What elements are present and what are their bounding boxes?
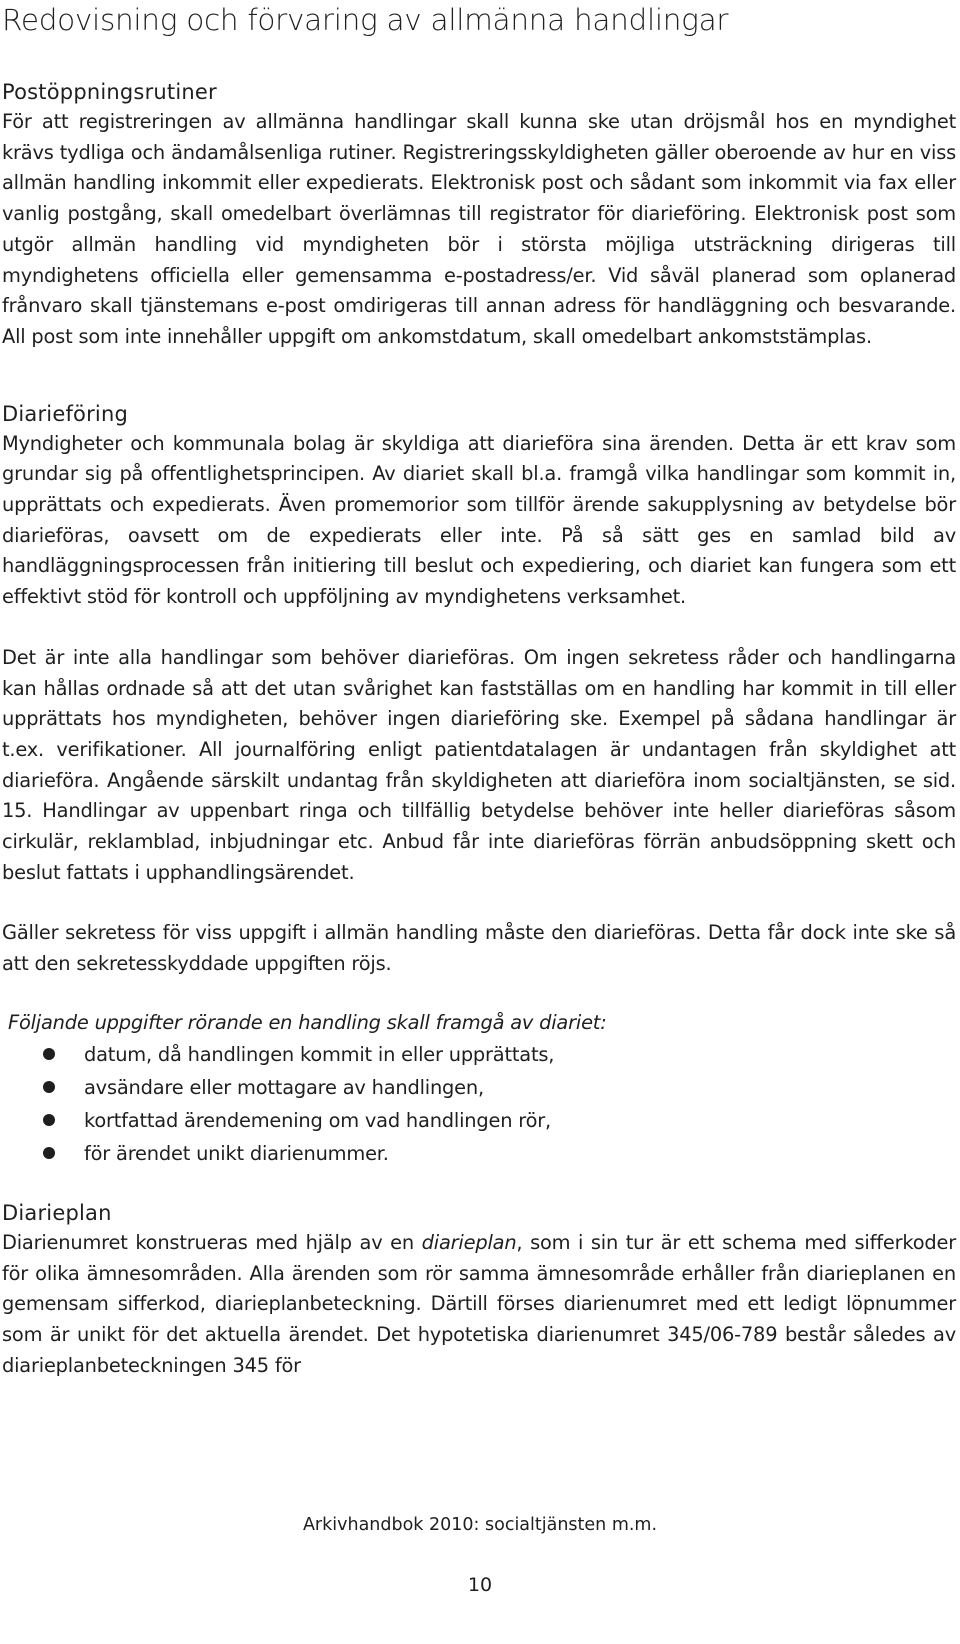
bullet-icon xyxy=(43,1081,55,1093)
section-heading-diarieplan: Diarieplan xyxy=(2,1200,112,1225)
paragraph-postoppningsrutiner: För att registreringen av allmänna handlingar skall kunna ske utan dröjsmål hos en myndighet krävs tydliga och ändamålsenliga rutiner. Registreringsskyldigheten gäller oberoende av hur en viss allmän handling inkommit eller expedierats. Elektronisk post och sådant som inkommit via fax eller vanlig postgång, skall omedelbart överlämnas till registrator för diarieföring. Elektronisk post som utgör allmän handling vid myndigheten bör i största möjliga utsträckning dirigeras till myndighetens officiella eller gemensamma e-postadress/er. Vid såväl planerad som oplanerad frånvaro skall tjänstemans e-post omdirigeras till annan adress för handläggning och besvarande. All post som inte innehåller uppgift om ankomstdatum, skall omedelbart ankomststämplas. xyxy=(2,110,956,348)
paragraph-diarieplan xyxy=(2,1228,956,1382)
page-footer: Arkivhandbok 2010: socialtjänsten m.m. xyxy=(302,1515,658,1535)
bullet-icon xyxy=(43,1048,55,1060)
list-item xyxy=(2,1038,956,1071)
page-number: 10 xyxy=(467,1574,493,1596)
list-intro: Följande uppgifter rörande en handling skall framgå av diariet: xyxy=(8,1010,607,1034)
list-item-text: kortfattad ärendemening om vad handlingen rör, xyxy=(84,1108,552,1132)
bullet-icon xyxy=(43,1114,55,1126)
paragraph-diarieforing-2: Det är inte alla handlingar som behöver diarieföras. Om ingen sekretess råder och handlingarna kan hållas ordnade så att det utan svårighet kan fastställas om en handling har kommit in till eller upprättats hos myndigheten, behöver ingen diarieföring ske. Exempel på sådana handlingar är t.ex. verifikationer. All journalföring enligt patientdatalagen är undantagen från skyldighet att diarieföra. Angående särskilt undantag från skyldigheten att diarieföra inom socialtjänsten, se sid. 15. Handlingar av uppenbart ringa och tillfällig betydelse behöver inte heller diarieföras såsom cirkulär, reklamblad, inbjudningar etc. Anbud får inte diarieföras förrän anbudsöppning skett och beslut fattats i upphandlingsärendet. xyxy=(2,645,956,884)
list-item-text: för ärendet unikt diarienummer. xyxy=(84,1141,389,1165)
page-title: Redovisning och förvaring av allmänna handlingar xyxy=(2,3,729,37)
list-item xyxy=(2,1071,956,1104)
diarieplan-text-start: Diarienumret konstrueras med hjälp av en xyxy=(2,1230,422,1254)
list-item-text: datum, då handlingen kommit in eller upprättats, xyxy=(84,1042,555,1066)
section-heading-diarieforing: Diarieföring xyxy=(2,401,129,426)
section-heading-postoppningsrutiner: Postöppningsrutiner xyxy=(2,80,217,104)
list-item-text: avsändare eller mottagare av handlingen, xyxy=(84,1075,484,1099)
required-fields-list xyxy=(2,1038,956,1170)
document-content xyxy=(2,0,956,1381)
diarieplan-term: diarieplan xyxy=(421,1230,517,1254)
diarieplan-text-rest: , som i sin tur är ett schema med sifferkoder för olika ämnesområden. Alla ärenden som rör samma ämnesområde erhåller från diarieplanen en gemensam sifferkod, diarieplanbeteckning. Därtill förses diarienumret med ett ledigt löpnummer som är unikt för det aktuella ärendet. Det hypotetiska diarienumret 345/06-789 består således av diarieplanbeteckningen 345 för xyxy=(2,1230,956,1377)
list-item xyxy=(2,1137,956,1170)
bullet-icon xyxy=(43,1147,55,1159)
list-item xyxy=(2,1104,956,1137)
paragraph-diarieforing-3: Gäller sekretess för viss uppgift i allmän handling måste den diarieföras. Detta får dock inte ske så att den sekretesskyddade uppgiften röjs. xyxy=(2,921,956,976)
paragraph-diarieforing-1: Myndigheter och kommunala bolag är skyldiga att diarieföra sina ärenden. Detta är ett krav som grundar sig på offentlighetsprincipen. Av diariet skall bl.a. framgå vilka handlingar som kommit in, upprättats och expedierats. Även promemorior som tillför ärende sakupplysning av betydelse bör diarieföras, oavsett om de expedierats eller inte. På så sätt ges en samlad bild av handläggningsprocessen från initiering till beslut och expediering, och diariet kan fungera som ett effektivt stöd för kontroll och uppföljning av myndighetens verksamhet. xyxy=(2,431,956,609)
